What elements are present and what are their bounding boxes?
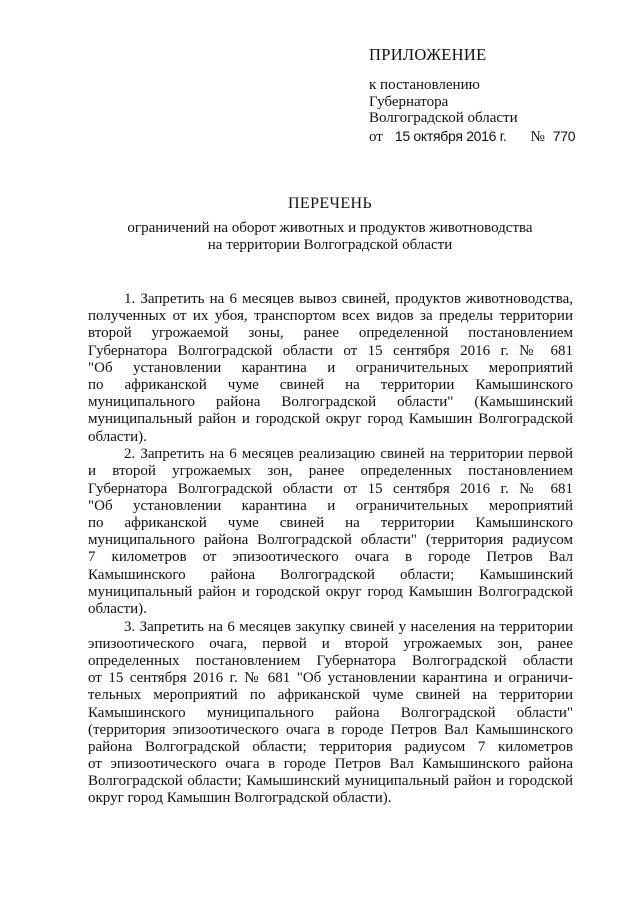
appendix-line: Волгоградской области — [369, 110, 518, 126]
decree-number: 770 — [552, 128, 576, 144]
number-sign: № — [530, 129, 545, 145]
paragraph-line: от 15 сентября 2016 г. № 681 "Об установлении карантина и ограничи- — [88, 670, 573, 687]
appendix-header — [369, 45, 619, 127]
paragraph-line: муниципальный район и городской округ город Камышин Волгоградской — [88, 583, 573, 600]
paragraph-line: 1. Запретить на 6 месяцев вывоз свиней, продуктов животноводства, — [124, 291, 573, 307]
paragraph-line: области). — [88, 428, 147, 445]
paragraph-line: муниципальный район и городской округ город Камышин Волгоградской — [88, 411, 573, 428]
appendix-reference — [369, 77, 619, 127]
paragraph-line: полученных от их убоя, транспортом всех видов за пределы территории — [88, 308, 573, 325]
paragraph-line: "Об установлении карантина и ограничительных мероприятий — [88, 359, 573, 376]
appendix-line: к постановлению — [369, 77, 480, 93]
paragraph-line: муниципального района Волгоградской области" (Камышинский — [88, 394, 573, 411]
paragraph-line: Волгоградской области; Камышинский муниципальный район и городской — [88, 773, 573, 790]
paragraph-line: муниципального района Волгоградской области" (территория радиусом — [88, 532, 573, 549]
paragraph-line: района Волгоградской области; территория радиусом 7 километров — [88, 738, 573, 755]
paragraph-line: 2. Запретить на 6 месяцев реализацию свиней на территории первой — [124, 446, 573, 463]
paragraph-line: Губернатора Волгоградской области от 15 сентября 2016 г. № 681 — [88, 342, 573, 359]
decree-date: 15 октября 2016 г. — [394, 128, 507, 144]
paragraph-1 — [88, 291, 573, 446]
paragraph-line: (территория эпизоотического очага в городе Петров Вал Камышинского — [88, 721, 573, 738]
paragraph-line: по африканской чуме свиней на территории Камышинского — [88, 514, 573, 531]
paragraph-line: Губернатора Волгоградской области от 15 сентября 2016 г. № 681 — [88, 480, 573, 497]
document-subtitle-line: на территории Волгоградской области — [207, 237, 453, 253]
paragraph-line: по африканской чуме свиней на территории Камышинского — [88, 376, 573, 393]
paragraph-line: и второй угрожаемых зон, ранее определенных постановлением — [88, 463, 573, 480]
paragraph-line: от эпизоотического очага в городе Петров Вал Камышинского района — [88, 756, 573, 773]
document-body — [88, 291, 573, 808]
paragraph-line: Камышинского муниципального района Волгоградской области" — [88, 704, 573, 721]
paragraph-line: области). — [88, 600, 147, 617]
paragraph-line: второй угрожаемой зоны, ранее определенной постановлением — [88, 325, 573, 342]
appendix-title: ПРИЛОЖЕНИЕ — [369, 45, 487, 64]
appendix-line: Губернатора — [369, 93, 449, 110]
paragraph-line: 3. Запретить на 6 месяцев закупку свиней у населения на территории — [124, 618, 573, 635]
paragraph-line: 7 километров от эпизоотического очага в городе Петров Вал — [88, 549, 573, 566]
document-title-block — [60, 194, 600, 254]
paragraph-line: округ город Камышин Волгоградской области). — [88, 790, 392, 807]
paragraph-line: эпизоотического очага, первой и второй угрожаемых зон, ранее — [88, 635, 573, 652]
paragraph-3 — [88, 619, 573, 808]
paragraph-line: "Об установлении карантина и ограничительных мероприятий — [88, 497, 573, 514]
document-subtitle-line: ограничений на оборот животных и продуктов животноводства — [127, 220, 533, 236]
paragraph-2 — [88, 446, 573, 618]
paragraph-line: тельных мероприятий по африканской чуме свиней на территории — [88, 687, 573, 704]
date-prefix: от — [369, 129, 383, 145]
decree-date-number — [369, 127, 629, 146]
document-title: ПЕРЕЧЕНЬ — [287, 195, 373, 212]
paragraph-line: определенных постановлением Губернатора Волгоградской области — [88, 652, 573, 669]
paragraph-line: Камышинского района Волгоградской области; Камышинский — [88, 566, 573, 583]
